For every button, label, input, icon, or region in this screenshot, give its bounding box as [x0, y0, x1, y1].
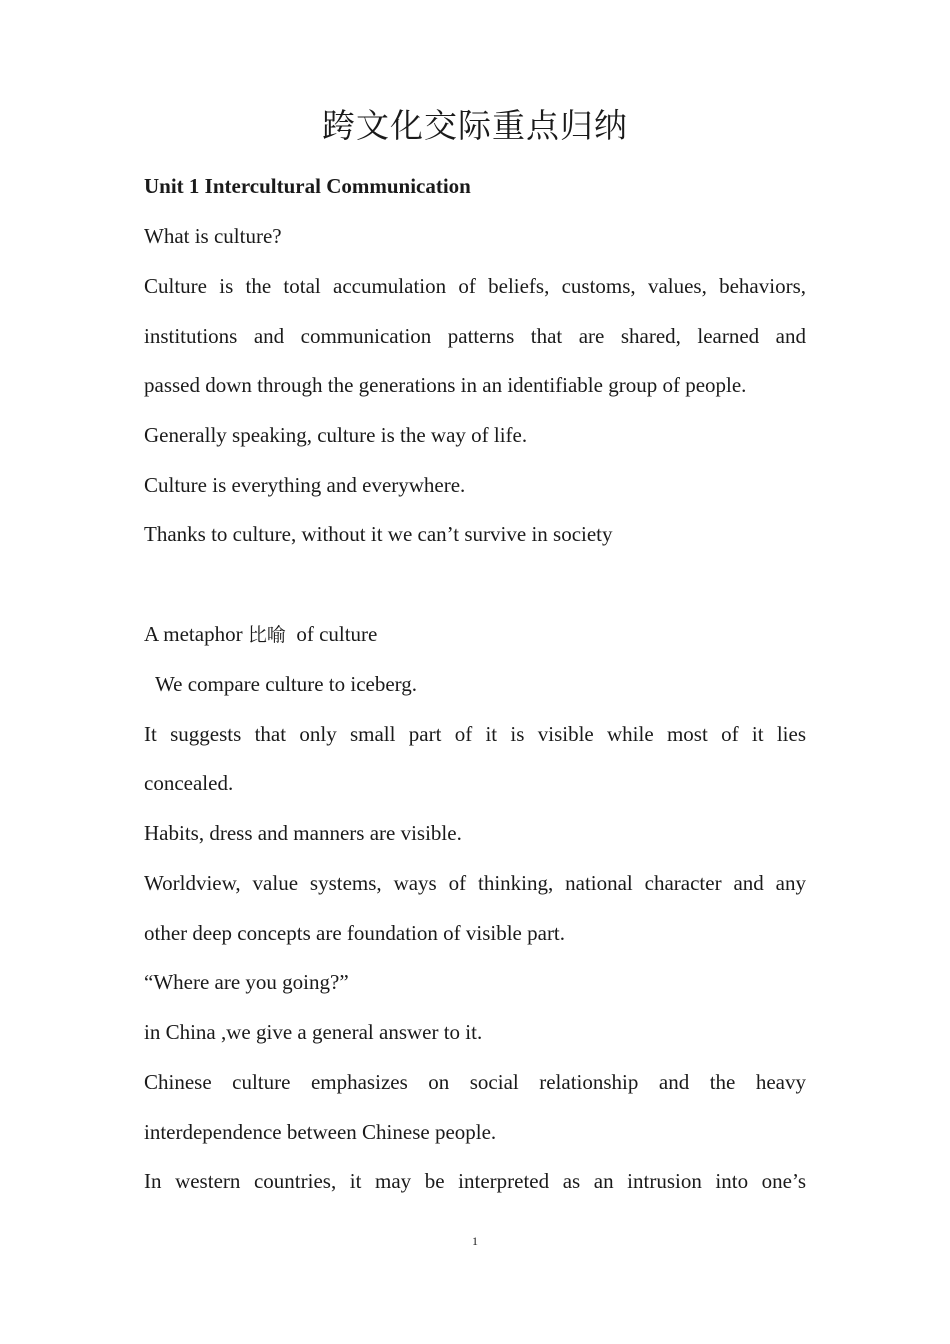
text-line: other deep concepts are foundation of visible part. — [144, 921, 566, 945]
text-line: Culture is the total accumulation of beliefs, customs, values, behaviors, — [144, 274, 806, 298]
text-line: institutions and communication patterns that are shared, learned and — [144, 324, 806, 348]
text-line: passed down through the generations in an identifiable group of people. — [144, 373, 747, 397]
metaphor-heading-prefix: A metaphor — [144, 622, 248, 646]
text-line: Worldview, value systems, ways of thinking, national character and any — [144, 871, 806, 895]
text-line: Generally speaking, culture is the way of life. — [144, 423, 528, 447]
text-line: In western countries, it may be interpreted as an intrusion into one’s — [144, 1169, 806, 1193]
text-line: It suggests that only small part of it is visible while most of it lies — [144, 722, 806, 746]
metaphor-heading-suffix: of culture — [285, 622, 378, 646]
text-line: interdependence between Chinese people. — [144, 1120, 497, 1144]
metaphor-chinese-term: 比喻 — [247, 624, 286, 646]
text-line: Culture is everything and everywhere. — [144, 473, 466, 497]
text-line: in China ,we give a general answer to it. — [144, 1020, 483, 1044]
text-line: concealed. — [144, 771, 234, 795]
text-line: We compare culture to iceberg. — [155, 672, 418, 696]
text-line: Thanks to culture, without it we can’t survive in society — [144, 522, 613, 546]
page-number: 1 — [472, 1234, 478, 1248]
text-line: “Where are you going?” — [144, 970, 349, 994]
document-title: 跨文化交际重点归纳 — [322, 106, 628, 145]
text-line: Chinese culture emphasizes on social relationship and the heavy — [144, 1070, 806, 1094]
metaphor-heading — [144, 619, 806, 650]
text-line: Habits, dress and manners are visible. — [144, 821, 462, 845]
text-line: What is culture? — [144, 224, 282, 248]
unit-heading: Unit 1 Intercultural Communication — [144, 174, 471, 198]
